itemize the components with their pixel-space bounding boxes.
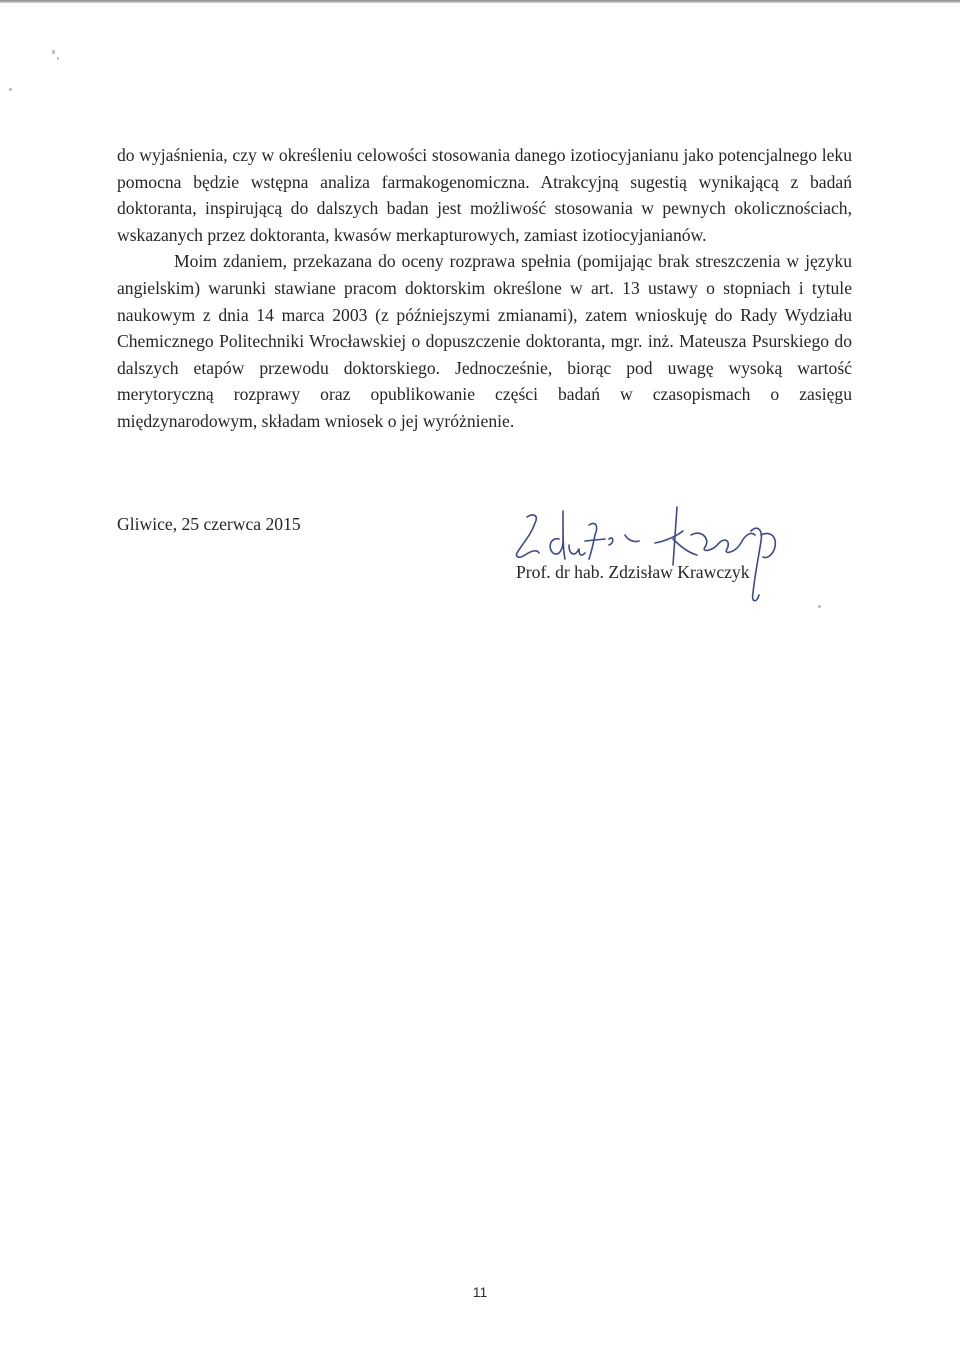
paragraph: do wyjaśnienia, czy w określeniu celowości stosowania danego izotiocyjanianu jako potencjalnego leku pomocna będzie wstępna analiza farmakogenomiczna. Atrakcyjną sugestią wynikającą z badań doktoranta, inspirującą do dalszych badan jest możliwość stosowania w pewnych okolicznościach, wskazanych przez doktoranta, kwasów merkapturowych, zamiast izotiocyjanianów. bbox=[117, 145, 852, 245]
page-number: 11 bbox=[472, 1284, 488, 1300]
handwritten-signature bbox=[505, 495, 805, 610]
letter-body bbox=[117, 142, 852, 435]
scan-top-edge bbox=[0, 0, 960, 3]
scan-speck bbox=[52, 50, 55, 54]
signatory-name: Prof. dr hab. Zdzisław Krawczyk bbox=[516, 562, 750, 582]
scan-speck bbox=[818, 605, 821, 608]
place-date: Gliwice, 25 czerwca 2015 bbox=[117, 514, 301, 534]
scan-speck bbox=[57, 57, 59, 60]
paragraph: Moim zdaniem, przekazana do oceny rozprawa spełnia (pomijając brak streszczenia w języku angielskim) warunki stawiane pracom doktorskim określone w art. 13 ustawy o stopniach i tytule naukowym z dnia 14 marca 2003 (z późniejszymi zmianami), zatem wnioskuję do Rady Wydziału Chemicznego Politechniki Wrocławskiej o dopuszczenie doktoranta, mgr. inż. Mateusza Psurskiego do dalszych etapów przewodu doktorskiego. Jednocześnie, biorąc pod uwagę wysoką wartość merytoryczną rozprawy oraz opublikowanie części badań w czasopismach o zasięgu międzynarodowym, składam wniosek o jej wyróżnienie. bbox=[117, 251, 852, 431]
scan-speck bbox=[9, 88, 12, 91]
